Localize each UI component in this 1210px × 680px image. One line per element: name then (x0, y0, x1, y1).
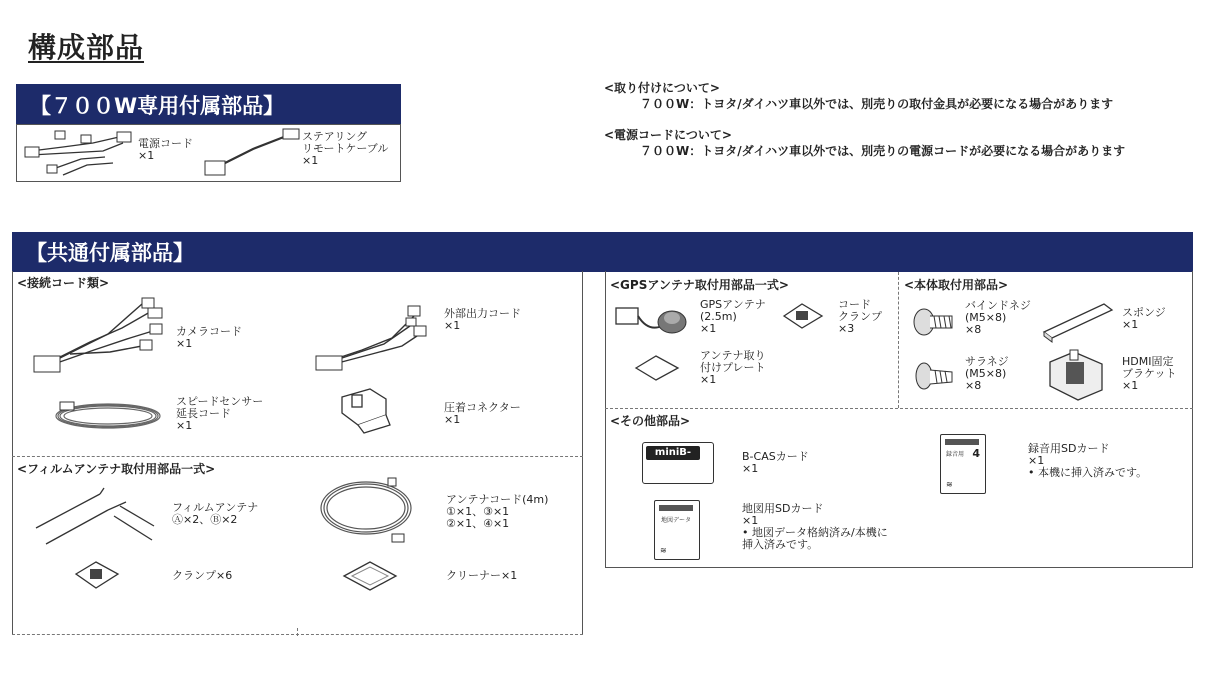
power-cord-image (23, 129, 135, 179)
divider (898, 272, 899, 408)
gps-antenna-image (614, 298, 690, 344)
cord-clamp-image (782, 300, 824, 332)
film-antenna-image (30, 480, 160, 550)
others-heading: <その他部品> (610, 414, 691, 428)
camera-cord-image (30, 294, 170, 380)
hdmi-bracket-image (1044, 344, 1110, 402)
flat-screw-image (912, 358, 956, 394)
sd-capacity-text: 4 (972, 447, 980, 460)
gps-antenna-label: GPSアンテナ (2.5m) ×1 (700, 298, 766, 335)
film-antenna-label: フィルムアンテナ Ⓐ×2、Ⓑ×2 (172, 501, 259, 526)
cables-heading: <接続コード類> (17, 276, 110, 290)
clamp-label: クランプ×6 (172, 569, 233, 582)
power-cord-label: 電源コード ×1 (138, 137, 193, 162)
body-mount-heading: <本体取付用部品> (904, 278, 1009, 292)
section-700w-heading: 【７００W専用付属部品】 (16, 84, 401, 125)
recording-sd-card-label: 録音用SDカード ×1 • 本機に挿入済みです。 (1028, 442, 1148, 479)
sd-card-text: 地図データ (661, 517, 692, 524)
flat-screw-label: サラネジ (M5×8) ×8 (965, 355, 1009, 392)
steering-remote-cable-image (203, 127, 303, 181)
speed-sensor-cord-image (50, 390, 160, 440)
cleaner-image (340, 558, 400, 594)
external-output-cord-label: 外部出力コード ×1 (444, 307, 521, 332)
camera-cord-label: カメラコード ×1 (176, 325, 242, 350)
note-power-text: ７００W：トヨタ/ダイハツ車以外では、別売りの電源コードが必要になる場合があります (640, 144, 1126, 158)
section-common-heading: 【共通付属部品】 (12, 232, 1193, 272)
sponge-image (1040, 300, 1116, 342)
section-700w-box (16, 124, 401, 182)
divider (605, 408, 1193, 409)
antenna-plate-image (634, 352, 680, 384)
crimp-connector-label: 圧着コネクター ×1 (444, 401, 521, 426)
divider (12, 456, 583, 457)
bcas-card-image (642, 442, 714, 484)
hdmi-bracket-label: HDMI固定 ブラケット ×1 (1122, 355, 1177, 392)
speed-sensor-cord-label: スピードセンサー 延長コード ×1 (176, 395, 264, 432)
crimp-connector-image (334, 385, 398, 437)
divider (297, 628, 298, 636)
external-output-cord-image (312, 300, 432, 380)
gps-heading: <GPSアンテナ取付用部品一式> (610, 278, 789, 292)
map-sd-card-label: 地図用SDカード ×1 • 地図データ格納済み/本機に 挿入済みです。 (742, 502, 888, 551)
antenna-cord-image (318, 474, 418, 548)
page-title: 構成部品 (28, 31, 145, 64)
bind-screw-image (910, 302, 956, 342)
bcas-card-label: B-CASカード ×1 (742, 450, 809, 475)
bind-screw-label: バインドネジ (M5×8) ×8 (965, 299, 1031, 336)
antenna-cord-label: アンテナコード(4m) ①×1、③×1 ②×1、④×1 (446, 493, 549, 530)
steering-remote-cable-label: ステアリング リモートケーブル ×1 (302, 130, 389, 167)
film-antenna-heading: <フィルムアンテナ取付用部品一式> (17, 462, 216, 476)
sponge-label: スポンジ ×1 (1122, 306, 1166, 331)
map-sd-card-image: 地図データ ≋ (654, 500, 700, 560)
cleaner-label: クリーナー×1 (446, 569, 518, 582)
antenna-plate-label: アンテナ取り 付けプレート ×1 (700, 349, 766, 386)
recording-sd-card-image: 録音用 4 ≋ (940, 434, 986, 494)
note-power-heading: <電源コードについて> (604, 128, 732, 142)
cord-clamp-label: コード クランプ ×3 (838, 298, 882, 335)
note-installation-text: ７００W：トヨタ/ダイハツ車以外では、別売りの取付金具が必要になる場合があります (640, 97, 1114, 111)
sd-card-text: 録音用 (946, 451, 965, 458)
bcas-card-logo: miniB-CAS (646, 446, 700, 460)
clamp-image (72, 558, 122, 592)
note-installation-heading: <取り付けについて> (604, 81, 720, 95)
